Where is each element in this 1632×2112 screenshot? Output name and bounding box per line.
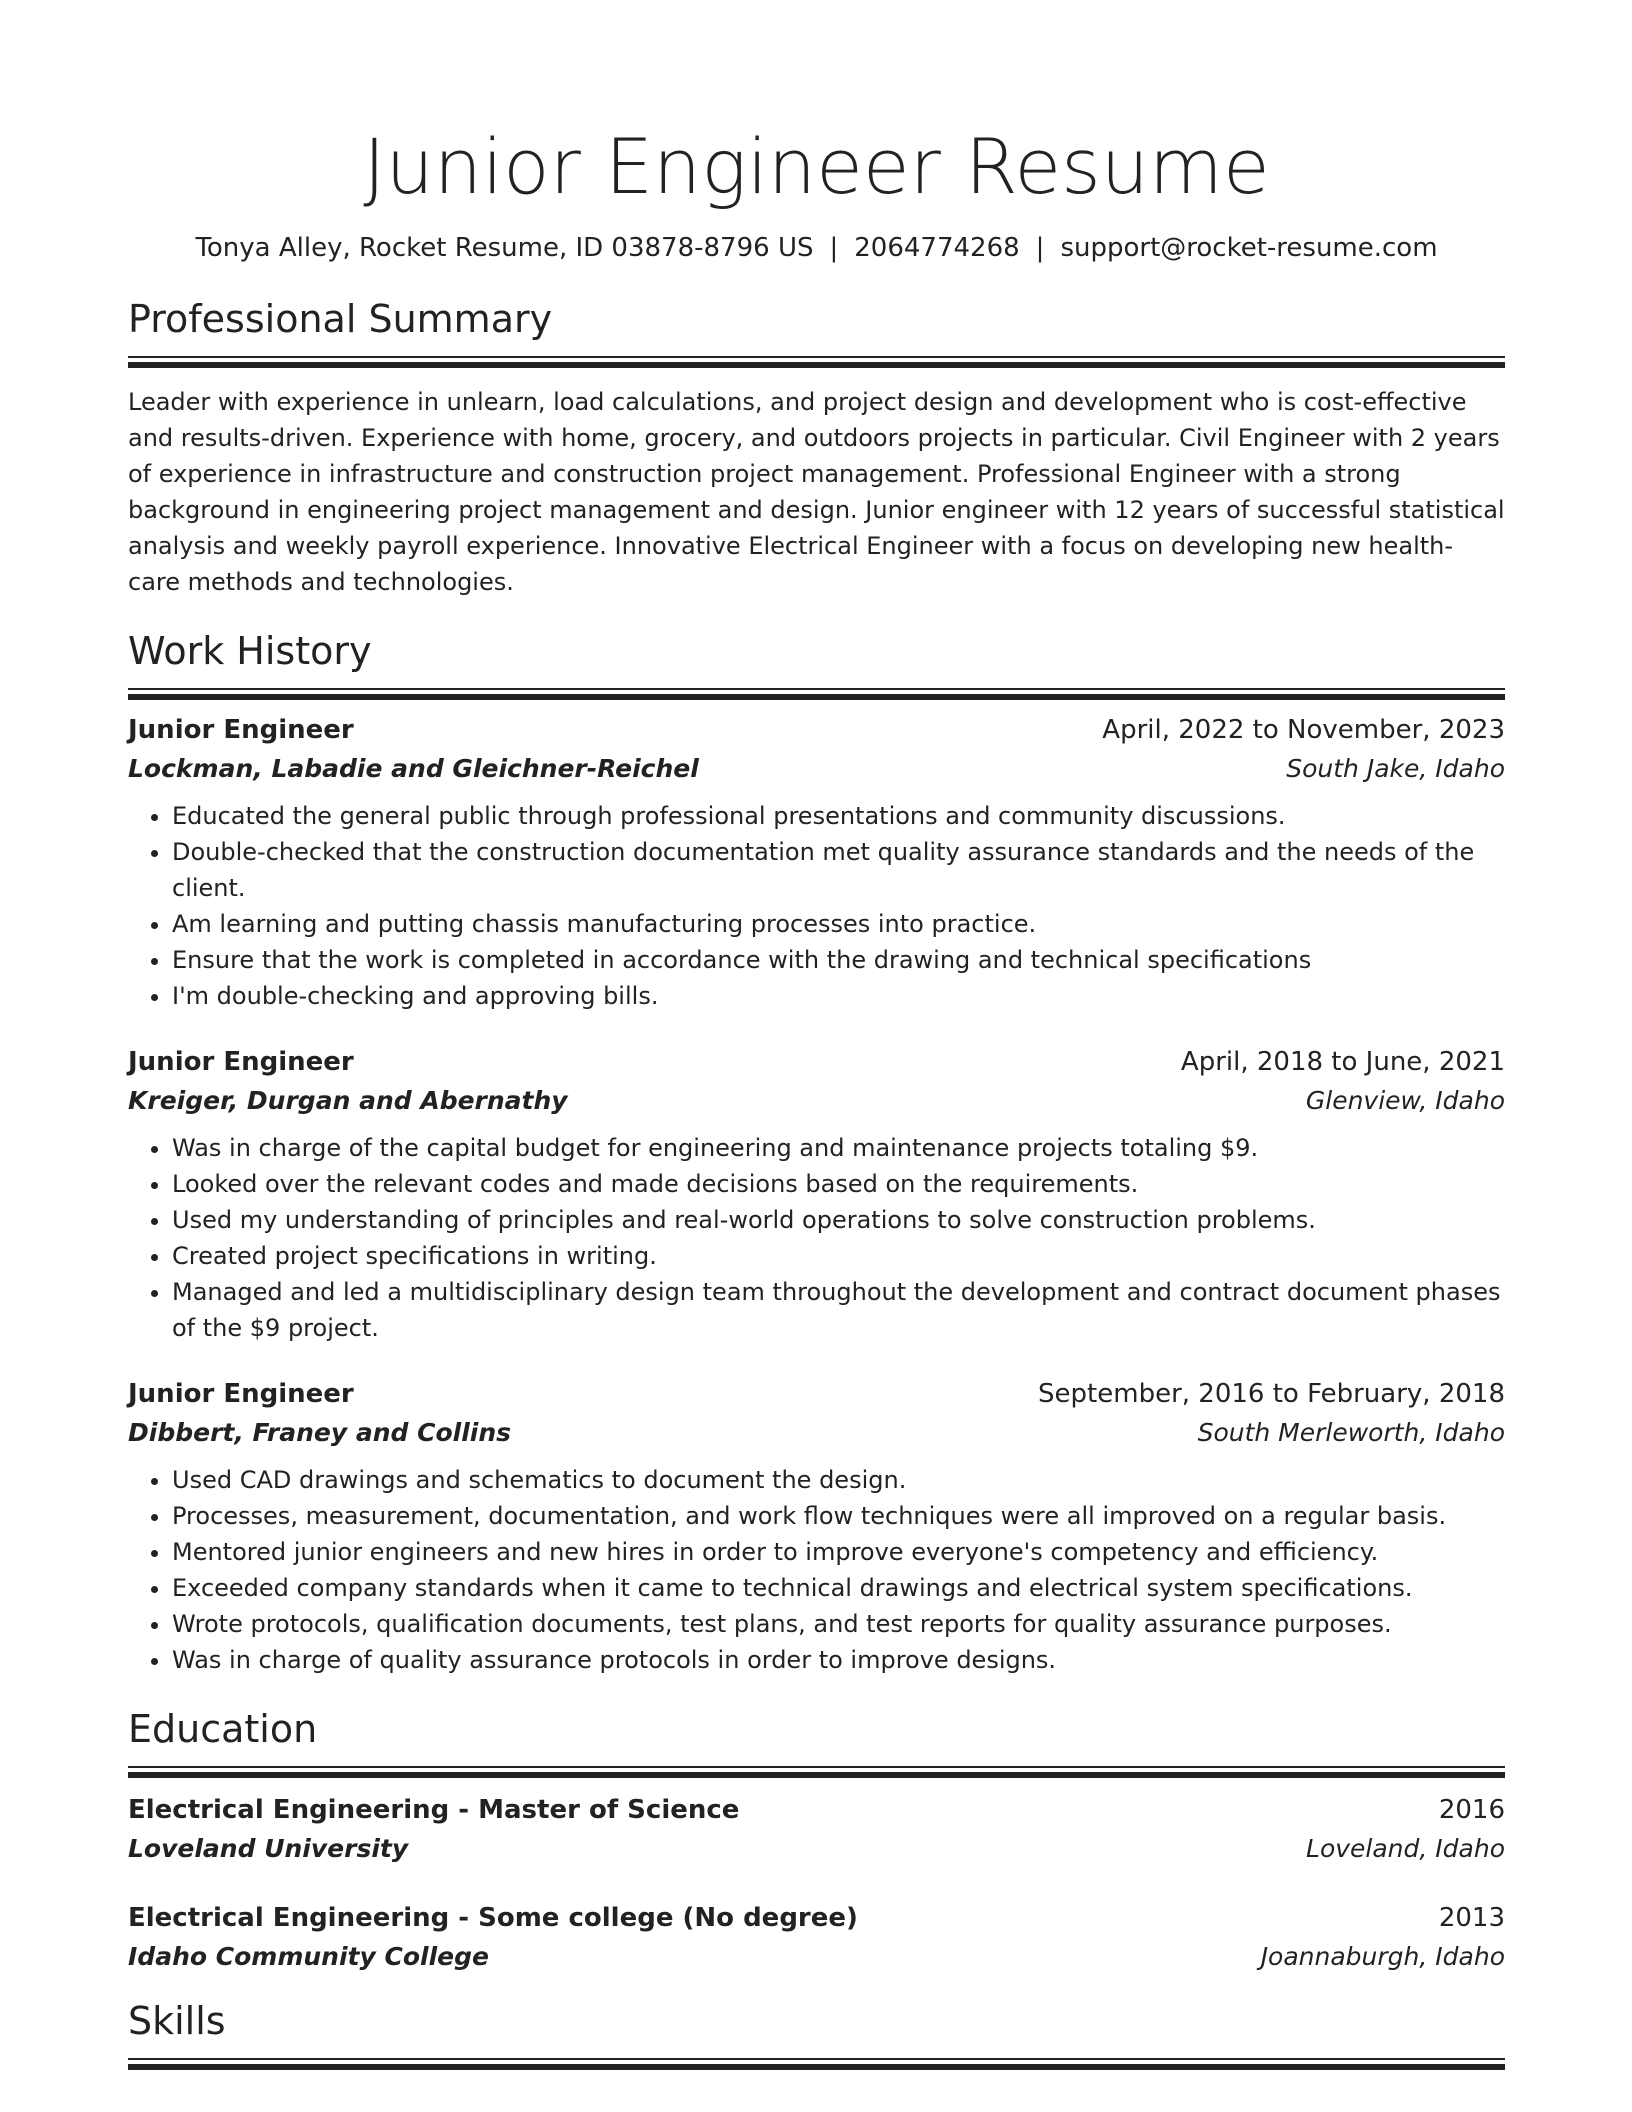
education-header-row bbox=[128, 1898, 1505, 1938]
education-degree: Electrical Engineering - Master of Science bbox=[128, 1795, 740, 1825]
list-item: • I'm double-checking and approving bills. bbox=[172, 978, 1505, 1014]
education-entry bbox=[128, 1898, 1505, 1976]
list-item: • Mentored junior engineers and new hires in order to improve everyone's competency and efficiency. bbox=[172, 1534, 1505, 1570]
job-dates: April, 2018 to June, 2021 bbox=[1180, 1047, 1505, 1077]
list-item: • Was in charge of quality assurance protocols in order to improve designs. bbox=[172, 1642, 1505, 1678]
section-heading: Education bbox=[128, 1707, 318, 1751]
job-company-row bbox=[128, 750, 1505, 788]
list-item: • Processes, measurement, documentation, and work flow techniques were all improved on a regular basis. bbox=[172, 1498, 1505, 1534]
section-heading: Work History bbox=[128, 629, 372, 673]
list-item: • Managed and led a multidisciplinary design team throughout the development and contract document phases of the $9 project. bbox=[172, 1274, 1505, 1346]
list-item: • Used CAD drawings and schematics to document the design. bbox=[172, 1462, 1505, 1498]
section-divider bbox=[128, 688, 1505, 700]
job-company-row bbox=[128, 1082, 1505, 1120]
section-work-history bbox=[128, 626, 1505, 1678]
contact-phone: 2064774268 bbox=[854, 233, 1020, 263]
contact-address: Tonya Alley, Rocket Resume, ID 03878-8796 US bbox=[195, 233, 814, 263]
job-bullets bbox=[128, 798, 1505, 1014]
job-company-row bbox=[128, 1414, 1505, 1452]
job-dates: September, 2016 to February, 2018 bbox=[1038, 1379, 1505, 1409]
job-entry bbox=[128, 1042, 1505, 1346]
job-location: Glenview, Idaho bbox=[1305, 1086, 1505, 1115]
education-entry bbox=[128, 1790, 1505, 1868]
summary-text: Leader with experience in unlearn, load calculations, and project design and development who is cost-effective and results-driven. Experience with home, grocery, and outdoors projects in particular. Civil Engineer with 2 years of experience in infrastructure and construction project management. Professional Engineer with a strong background in engineering project management and design. Junior engineer with 12 years of successful statistical analysis and weekly payroll experience. Innovative Electrical Engineer with a focus on developing new health-care methods and technologies. bbox=[128, 388, 1505, 596]
education-location: Loveland, Idaho bbox=[1306, 1834, 1505, 1863]
list-item: • Looked over the relevant codes and made decisions based on the requirements. bbox=[172, 1166, 1505, 1202]
education-year: 2016 bbox=[1438, 1795, 1505, 1825]
contact-line bbox=[128, 230, 1505, 266]
list-item: • Was in charge of the capital budget for engineering and maintenance projects totaling $9. bbox=[172, 1130, 1505, 1166]
job-location: South Jake, Idaho bbox=[1286, 754, 1505, 783]
education-school-row bbox=[128, 1938, 1505, 1976]
list-item: • Educated the general public through professional presentations and community discussions. bbox=[172, 798, 1505, 834]
job-title: Junior Engineer bbox=[128, 1047, 354, 1077]
job-title: Junior Engineer bbox=[128, 1379, 354, 1409]
job-dates: April, 2022 to November, 2023 bbox=[1102, 715, 1505, 745]
education-header-row bbox=[128, 1790, 1505, 1830]
education-location: Joannaburgh, Idaho bbox=[1260, 1942, 1505, 1971]
section-education bbox=[128, 1704, 1505, 1976]
list-item: • Exceeded company standards when it came to technical drawings and electrical system specifications. bbox=[172, 1570, 1505, 1606]
list-item: • Double-checked that the construction documentation met quality assurance standards and the needs of the client. bbox=[172, 834, 1505, 906]
job-company: Kreiger, Durgan and Abernathy bbox=[128, 1086, 568, 1115]
job-location: South Merleworth, Idaho bbox=[1197, 1418, 1505, 1447]
education-school: Idaho Community College bbox=[128, 1942, 489, 1971]
job-header-row bbox=[128, 1374, 1505, 1414]
job-bullets bbox=[128, 1462, 1505, 1678]
job-entry bbox=[128, 1374, 1505, 1678]
job-company: Lockman, Labadie and Gleichner-Reichel bbox=[128, 754, 699, 783]
list-item: • Ensure that the work is completed in accordance with the drawing and technical specifications bbox=[172, 942, 1505, 978]
section-divider bbox=[128, 2058, 1505, 2070]
section-heading: Skills bbox=[128, 1999, 226, 2043]
list-item: • Am learning and putting chassis manufacturing processes into practice. bbox=[172, 906, 1505, 942]
job-header-row bbox=[128, 710, 1505, 750]
job-entry bbox=[128, 710, 1505, 1014]
list-item: • Wrote protocols, qualification documents, test plans, and test reports for quality assurance purposes. bbox=[172, 1606, 1505, 1642]
section-heading: Professional Summary bbox=[128, 297, 553, 341]
list-item: • Used my understanding of principles and real-world operations to solve construction problems. bbox=[172, 1202, 1505, 1238]
education-degree: Electrical Engineering - Some college (No degree) bbox=[128, 1903, 858, 1933]
education-school: Loveland University bbox=[128, 1834, 409, 1863]
section-skills bbox=[128, 1996, 1505, 2070]
contact-separator: | bbox=[1035, 233, 1045, 263]
contact-email: support@rocket-resume.com bbox=[1060, 233, 1438, 263]
page-title: Junior Engineer Resume bbox=[363, 122, 1270, 211]
section-divider bbox=[128, 1766, 1505, 1778]
job-bullets bbox=[128, 1130, 1505, 1346]
list-item: • Created project specifications in writing. bbox=[172, 1238, 1505, 1274]
contact-separator: | bbox=[829, 233, 839, 263]
job-header-row bbox=[128, 1042, 1505, 1082]
education-year: 2013 bbox=[1438, 1903, 1505, 1933]
education-school-row bbox=[128, 1830, 1505, 1868]
job-title: Junior Engineer bbox=[128, 715, 354, 745]
job-company: Dibbert, Franey and Collins bbox=[128, 1418, 512, 1447]
section-divider bbox=[128, 356, 1505, 368]
section-summary bbox=[128, 294, 1505, 600]
